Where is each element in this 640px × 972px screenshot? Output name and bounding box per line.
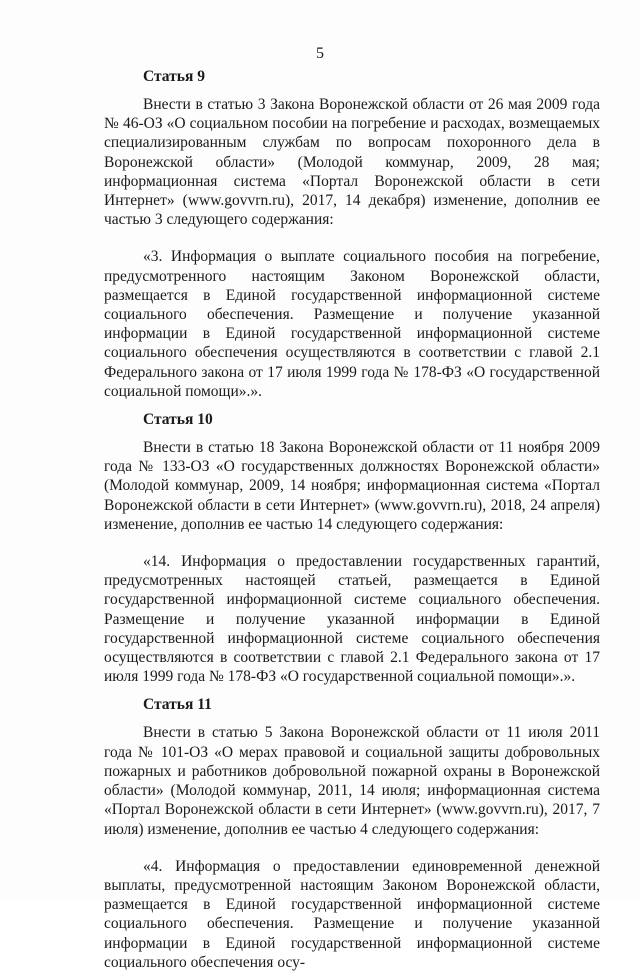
article-11 (104, 695, 600, 971)
article-intro: Внести в статью 5 Закона Воронежской области от 11 июля 2011 года № 101-ОЗ «О мерах правовой и социальной защиты добровольных пожарных и работников добровольной пожарной охраны в Воронежской области» (Молодой коммунар, 2011, 14 июля; информационная система «Портал Воронежской области в сети Интернет» (www.govvrn.ru), 2017, 7 июля) изменение, дополнив ее частью 4 следующего содержания: (104, 724, 600, 838)
article-quote: «14. Информация о предоставлении государственных гарантий, предусмотренных настоящей статьей, размещается в Единой государственной информационной системе социального обеспечения. Размещение и получение указанной информации в Единой государственной информационной системе социального обеспечения осуществляются в соответствии с главой 2.1 Федерального закона от 17 июля 1999 года № 178-ФЗ «О государственной социальной помощи».». (104, 553, 600, 686)
document-body (104, 67, 600, 972)
article-intro: Внести в статью 18 Закона Воронежской области от 11 ноября 2009 года № 133-ОЗ «О государственных должностях Воронежской области» (Молодой коммунар, 2009, 14 ноября; информационная система «Портал Воронежской области в сети Интернет» (www.govvrn.ru), 2018, 24 апреля) изменение, дополнив ее частью 14 следующего содержания: (104, 439, 600, 533)
article-10 (104, 410, 600, 686)
article-intro: Внести в статью 3 Закона Воронежской области от 26 мая 2009 года № 46-ОЗ «О социальном пособии на погребение и расходах, возмещаемых специализированным службам по вопросам похоронного дела в Воронежской области» (Молодой коммунар, 2009, 28 мая; информационная система «Портал Воронежской области в сети Интернет» (www.govvrn.ru), 2017, 14 декабря) изменение, дополнив ее частью 3 следующего содержания: (104, 96, 600, 229)
article-quote: «3. Информация о выплате социального пособия на погребение, предусмотренного настоящим Законом Воронежской области, размещается в Единой государственной информационной системе социального обеспечения. Размещение и получение указанной информации в Единой государственной информационной системе социального обеспечения осуществляются в соответствии с главой 2.1 Федерального закона от 17 июля 1999 года № 178-ФЗ «О государственной социальной помощи».». (104, 248, 600, 400)
article-title: Статья 11 (143, 696, 212, 714)
article-title: Статья 10 (143, 411, 213, 429)
article-9 (104, 67, 600, 401)
page-number: 5 (316, 45, 324, 62)
article-quote: «4. Информация о предоставлении единовременной денежной выплаты, предусмотренной настоящим Законом Воронежской области, размещается в Единой государственной информационной системе социального обеспечения. Размещение и получение указанной информации в Единой государственной информационной системе социального обеспечения осу- (104, 857, 600, 971)
article-title: Статья 9 (143, 68, 205, 85)
